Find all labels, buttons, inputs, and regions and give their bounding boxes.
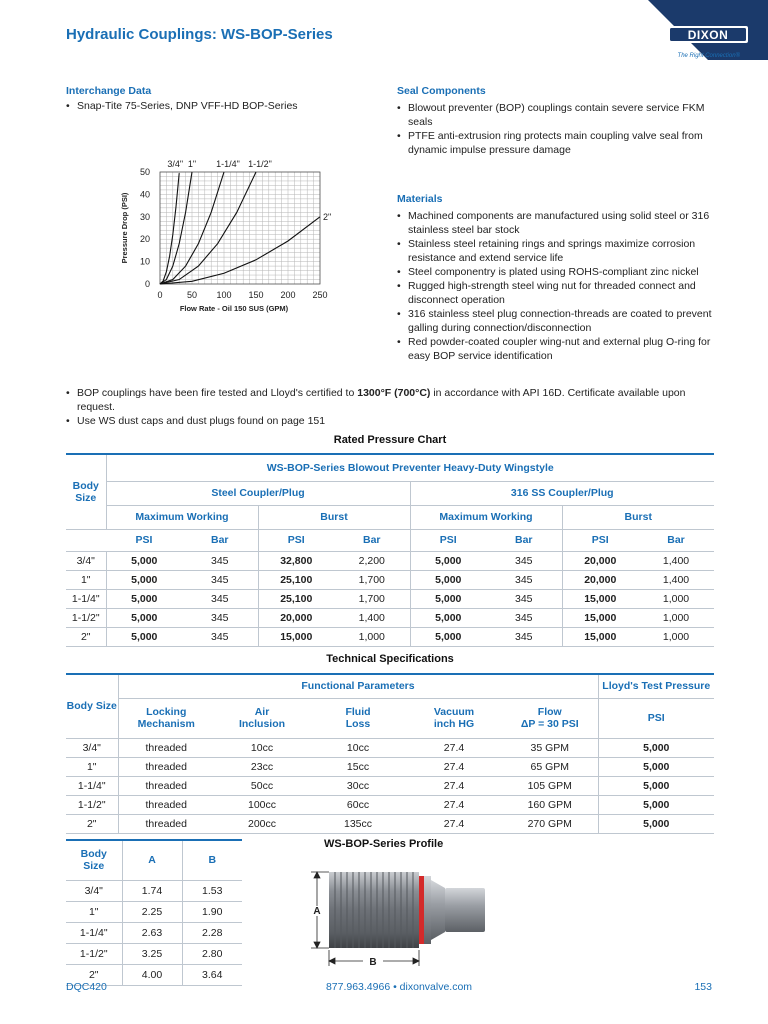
rated-value-cell: 5,000 (410, 551, 486, 570)
tech-value-cell: 50cc (214, 776, 310, 795)
tech-value-cell: 60cc (310, 795, 406, 814)
dim-a-label: A (313, 906, 321, 917)
max-working-header: Maximum Working (410, 505, 562, 529)
materials-heading: Materials (397, 193, 443, 205)
rated-value-cell: 25,100 (258, 589, 334, 608)
rated-value-cell: 1,400 (638, 570, 714, 589)
tech-row (66, 795, 714, 814)
rated-value-cell: 345 (182, 627, 258, 646)
rated-value-cell: 345 (182, 551, 258, 570)
rated-pressure-title: Rated Pressure Chart (333, 434, 447, 446)
tech-value-cell: 5,000 (598, 757, 714, 776)
tech-row (66, 814, 714, 833)
locking-header: Locking Mechanism (118, 698, 214, 738)
banner-header: WS-BOP-Series Blowout Preventer Heavy-Duty Wingstyle (106, 454, 714, 481)
dimension-value-cell: 1.90 (182, 901, 242, 922)
bar-header: Bar (638, 529, 714, 551)
dust-cap-note: • Use WS dust caps and dust plugs found on page 151 (66, 414, 716, 428)
x-tick-label: 250 (312, 290, 328, 300)
rated-value-cell: 5,000 (106, 589, 182, 608)
dimension-row (66, 922, 242, 943)
x-tick-label: 150 (248, 290, 264, 300)
bar-header: Bar (182, 529, 258, 551)
max-working-header: Maximum Working (106, 505, 258, 529)
rated-pressure-table (66, 453, 714, 647)
rated-value-cell: 345 (486, 551, 562, 570)
dimension-value-cell: 3.25 (122, 943, 182, 964)
tech-row (66, 757, 714, 776)
notes-list (66, 386, 716, 428)
rated-value-cell: 15,000 (562, 589, 638, 608)
y-tick-label: 20 (139, 234, 150, 245)
rated-row (66, 627, 714, 646)
seal-list (397, 101, 713, 157)
psi-header: PSI (106, 529, 182, 551)
dimension-value-cell: 1.74 (122, 880, 182, 901)
rated-value-cell: 345 (486, 608, 562, 627)
body-size-cell: 1-1/2" (66, 795, 118, 814)
rated-value-cell: 1,000 (334, 627, 410, 646)
rated-value-cell: 1,700 (334, 589, 410, 608)
body-size-header: Body Size (66, 454, 106, 529)
tech-value-cell: 27.4 (406, 738, 502, 757)
tech-value-cell: 270 GPM (502, 814, 598, 833)
tech-value-cell: 35 GPM (502, 738, 598, 757)
series-line (160, 217, 320, 284)
tech-value-cell: 105 GPM (502, 776, 598, 795)
psi-header: PSI (410, 529, 486, 551)
burst-header: Burst (258, 505, 410, 529)
rated-value-cell: 15,000 (258, 627, 334, 646)
y-tick-label: 40 (139, 189, 150, 200)
seal-item: • PTFE anti-extrusion ring protects main coupling valve seal from dynamic impulse pressure damage (397, 129, 713, 157)
dimension-value-cell: 1.53 (182, 880, 242, 901)
tech-value-cell: 27.4 (406, 757, 502, 776)
contact-info: 877.963.4966 • dixonvalve.com (325, 981, 473, 993)
burst-header: Burst (562, 505, 714, 529)
tech-value-cell: 135cc (310, 814, 406, 833)
rated-value-cell: 1,700 (334, 570, 410, 589)
tech-value-cell: 10cc (214, 738, 310, 757)
series-label: 3/4" (167, 159, 184, 169)
seal-item: • Blowout preventer (BOP) couplings contain severe service FKM seals (397, 101, 713, 129)
rated-row (66, 551, 714, 570)
tech-spec-table (66, 673, 714, 834)
body-size-cell: 2" (66, 964, 122, 985)
tech-value-cell: 10cc (310, 738, 406, 757)
tech-value-cell: 30cc (310, 776, 406, 795)
steel-group-header: Steel Coupler/Plug (106, 481, 410, 505)
tech-value-cell: 27.4 (406, 795, 502, 814)
page-number: 153 (694, 981, 712, 993)
interchange-item: • Snap-Tite 75-Series, DNP VFF-HD BOP-Series (66, 99, 366, 113)
psi-header: PSI (598, 698, 714, 738)
materials-list (397, 209, 713, 363)
body-size-header: Body Size (66, 674, 118, 738)
fire-test-note: • BOP couplings have been fire tested and Lloyd's certified to 1300°F (700°C) in accordance with API 16D. Certificate available upon request. (66, 386, 716, 414)
seal-heading: Seal Components (397, 85, 486, 97)
rated-value-cell: 32,800 (258, 551, 334, 570)
materials-item: • Steel componentry is plated using ROHS-compliant zinc nickel (397, 265, 713, 279)
rated-value-cell: 15,000 (562, 608, 638, 627)
rated-value-cell: 345 (182, 608, 258, 627)
x-tick-label: 200 (280, 290, 296, 300)
dim-b-header: B (182, 840, 242, 880)
tech-value-cell: 27.4 (406, 814, 502, 833)
tech-value-cell: 15cc (310, 757, 406, 776)
rated-value-cell: 345 (486, 627, 562, 646)
tech-value-cell: threaded (118, 757, 214, 776)
rated-row (66, 608, 714, 627)
series-label: 1-1/4" (216, 159, 240, 169)
svg-text:DIXON: DIXON (687, 28, 729, 42)
body-size-cell: 1-1/4" (66, 922, 122, 943)
blank-header-cell (66, 529, 106, 551)
body-size-cell: 3/4" (66, 880, 122, 901)
dimension-value-cell: 2.80 (182, 943, 242, 964)
rated-value-cell: 345 (486, 570, 562, 589)
materials-item: • Machined components are manufactured using solid steel or 316 stainless steel bar stock (397, 209, 713, 237)
materials-item: • Rugged high-strength steel wing nut for threaded connect and disconnect operation (397, 279, 713, 307)
y-tick-label: 10 (139, 256, 150, 267)
y-tick-label: 0 (144, 279, 150, 289)
dimension-row (66, 943, 242, 964)
dixon-logo (648, 0, 768, 60)
series-line (160, 172, 192, 284)
bar-header: Bar (334, 529, 410, 551)
x-tick-label: 0 (157, 290, 163, 300)
coupling-profile-drawing (295, 862, 515, 972)
rated-value-cell: 20,000 (562, 570, 638, 589)
rated-value-cell: 5,000 (106, 627, 182, 646)
lloyds-header: Lloyd's Test Pressure (598, 674, 714, 698)
rated-value-cell: 1,400 (334, 608, 410, 627)
tech-value-cell: threaded (118, 738, 214, 757)
body-size-cell: 1" (66, 570, 106, 589)
rated-value-cell: 5,000 (106, 608, 182, 627)
series-label: 1" (187, 159, 197, 169)
rated-value-cell: 5,000 (410, 570, 486, 589)
tech-value-cell: threaded (118, 814, 214, 833)
interchange-heading: Interchange Data (66, 85, 152, 97)
series-label: 1-1/2" (248, 159, 272, 169)
dimension-value-cell: 3.64 (182, 964, 242, 985)
body-size-cell: 3/4" (66, 551, 106, 570)
body-size-cell: 2" (66, 814, 118, 833)
dim-b-label: B (369, 957, 377, 968)
tech-value-cell: 27.4 (406, 776, 502, 795)
pressure-drop-chart (110, 156, 350, 322)
rated-value-cell: 20,000 (562, 551, 638, 570)
tech-value-cell: threaded (118, 776, 214, 795)
tech-value-cell: 5,000 (598, 795, 714, 814)
brand-tagline: The Right Connection® (677, 53, 740, 59)
tech-value-cell: 200cc (214, 814, 310, 833)
dim-a-header: A (122, 840, 182, 880)
y-tick-label: 30 (139, 211, 150, 222)
rated-value-cell: 25,100 (258, 570, 334, 589)
tech-value-cell: 5,000 (598, 814, 714, 833)
flow-header: Flow ΔP = 30 PSI (502, 698, 598, 738)
rated-value-cell: 1,000 (638, 608, 714, 627)
materials-item: • Stainless steel retaining rings and springs maximize corrosion resistance and extend service life (397, 237, 713, 265)
tech-value-cell: 5,000 (598, 738, 714, 757)
functional-header: Functional Parameters (118, 674, 598, 698)
x-tick-label: 100 (216, 290, 232, 300)
rated-value-cell: 2,200 (334, 551, 410, 570)
body-size-cell: 1" (66, 901, 122, 922)
materials-item: • Red powder-coated coupler wing-nut and external plug O-ring for easy BOP service identification (397, 335, 713, 363)
x-axis-label: Flow Rate - Oil 150 SUS (GPM) (179, 304, 289, 313)
rated-value-cell: 345 (182, 589, 258, 608)
y-tick-label: 50 (139, 167, 150, 177)
body-size-cell: 1-1/4" (66, 589, 106, 608)
air-header: Air Inclusion (214, 698, 310, 738)
doc-code: DQC420 (66, 981, 107, 993)
tech-row (66, 776, 714, 795)
rated-row (66, 570, 714, 589)
tech-value-cell: threaded (118, 795, 214, 814)
series-label: 2" (323, 211, 332, 222)
bar-header: Bar (486, 529, 562, 551)
tech-value-cell: 65 GPM (502, 757, 598, 776)
tech-spec-title: Technical Specifications (326, 653, 454, 665)
rated-value-cell: 20,000 (258, 608, 334, 627)
body-size-cell: 3/4" (66, 738, 118, 757)
dimension-value-cell: 4.00 (122, 964, 182, 985)
ss-group-header: 316 SS Coupler/Plug (410, 481, 714, 505)
tech-value-cell: 100cc (214, 795, 310, 814)
tech-value-cell: 160 GPM (502, 795, 598, 814)
psi-header: PSI (562, 529, 638, 551)
series-line (160, 172, 256, 284)
rated-value-cell: 15,000 (562, 627, 638, 646)
dimension-row (66, 901, 242, 922)
rated-value-cell: 1,400 (638, 551, 714, 570)
dimension-value-cell: 2.63 (122, 922, 182, 943)
vacuum-header: Vacuum inch HG (406, 698, 502, 738)
rated-value-cell: 345 (486, 589, 562, 608)
rated-value-cell: 1,000 (638, 627, 714, 646)
rated-value-cell: 1,000 (638, 589, 714, 608)
rated-value-cell: 5,000 (410, 627, 486, 646)
dimension-row (66, 880, 242, 901)
materials-item: • 316 stainless steel plug connection-threads are coated to prevent galling during connection/disconnection (397, 307, 713, 335)
body-size-header: Body Size (66, 840, 122, 880)
rated-value-cell: 345 (182, 570, 258, 589)
rated-row (66, 589, 714, 608)
rated-value-cell: 5,000 (106, 570, 182, 589)
rated-value-cell: 5,000 (410, 608, 486, 627)
body-size-cell: 1" (66, 757, 118, 776)
page-title: Hydraulic Couplings: WS-BOP-Series (66, 26, 333, 43)
interchange-list (66, 99, 366, 113)
x-tick-label: 50 (186, 290, 198, 300)
rated-value-cell: 5,000 (410, 589, 486, 608)
tech-value-cell: 23cc (214, 757, 310, 776)
body-size-cell: 1-1/2" (66, 943, 122, 964)
body-size-cell: 1-1/4" (66, 776, 118, 795)
tech-row (66, 738, 714, 757)
y-axis-label: Pressure Drop (PSI) (120, 192, 129, 264)
dimension-value-cell: 2.28 (182, 922, 242, 943)
psi-header: PSI (258, 529, 334, 551)
dimension-table (66, 839, 242, 986)
body-size-cell: 2" (66, 627, 106, 646)
dimension-value-cell: 2.25 (122, 901, 182, 922)
tech-value-cell: 5,000 (598, 776, 714, 795)
rated-value-cell: 5,000 (106, 551, 182, 570)
profile-title: WS-BOP-Series Profile (324, 838, 444, 850)
fluid-header: Fluid Loss (310, 698, 406, 738)
body-size-cell: 1-1/2" (66, 608, 106, 627)
